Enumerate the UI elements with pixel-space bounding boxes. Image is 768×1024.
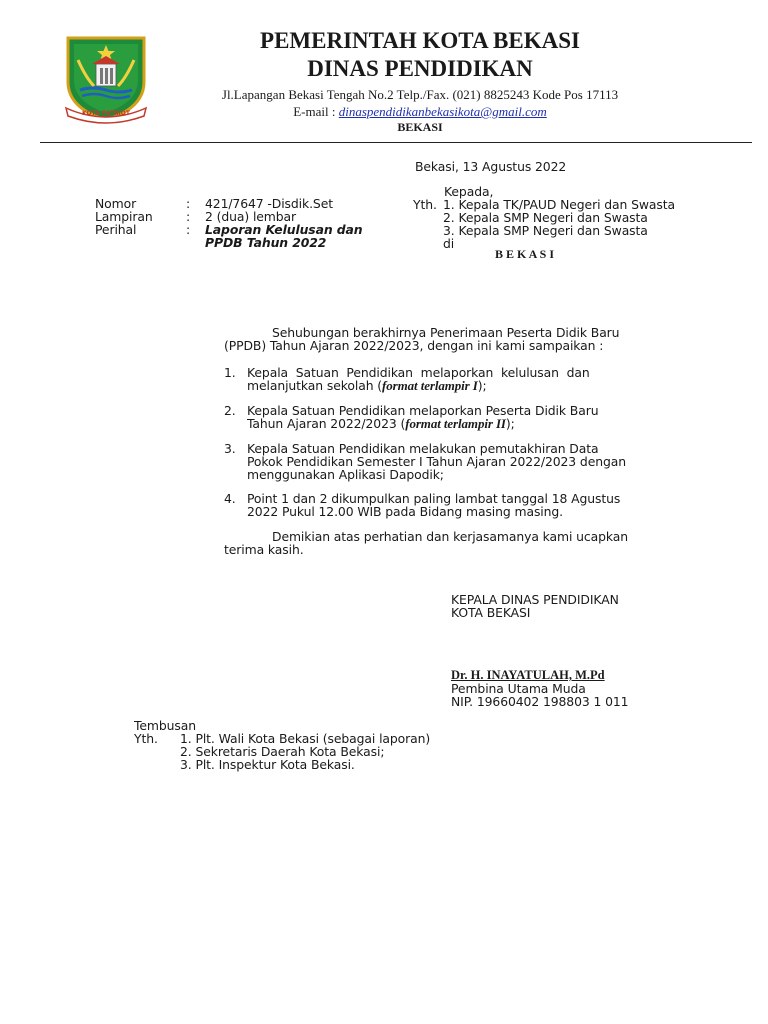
meta-colon: : [186, 209, 191, 224]
email-label: E-mail : [293, 104, 336, 119]
list-item-line: Kepala Satuan Pendidikan melakukan pemutakhiran Data [247, 441, 599, 456]
list-item-line: Point 1 dan 2 dikumpulkan paling lambat tanggal 18 Agustus [247, 491, 621, 506]
meta-value-lampiran: 2 (dua) lembar [205, 209, 297, 224]
agency-name: DINAS PENDIDIKAN [307, 56, 533, 81]
meta-label-nomor: Nomor [95, 196, 137, 211]
letterhead-divider [40, 142, 752, 143]
list-item-text: Tahun Ajaran 2022/2023 ( [247, 416, 406, 431]
list-item-number: 4. [224, 491, 236, 506]
signatory-rank: Pembina Utama Muda [451, 681, 586, 696]
meta-colon: : [186, 196, 191, 211]
carbon-copy-yth: Yth. [134, 731, 158, 746]
list-item-line: Kepala Satuan Pendidikan melaporkan kelulusan dan [247, 365, 590, 380]
closing-line: Demikian atas perhatian dan kerjasamanya kami ucapkan [272, 529, 629, 544]
signatory-nip: NIP. 19660402 198803 1 011 [451, 694, 629, 709]
list-item-line [247, 378, 487, 394]
intro-paragraph-line: (PPDB) Tahun Ajaran 2022/2023, dengan ini kami sampaikan : [224, 338, 604, 353]
meta-label-lampiran: Lampiran [95, 209, 153, 224]
signatory-title: KEPALA DINAS PENDIDIKAN [451, 592, 619, 607]
list-item-line: 2022 Pukul 12.00 WIB pada Bidang masing masing. [247, 504, 564, 519]
list-item-emphasis: format terlampir I [382, 378, 478, 393]
meta-value-perihal-cont: PPDB Tahun 2022 [205, 235, 327, 250]
city-emblem-logo [58, 30, 154, 126]
list-item-text: ); [505, 416, 515, 431]
addressee-line: 3. Kepala SMP Negeri dan Swasta [443, 223, 648, 238]
list-item-number: 2. [224, 403, 236, 418]
list-item-line: Pokok Pendidikan Semester I Tahun Ajaran 2022/2023 dengan [247, 454, 626, 469]
government-name: PEMERINTAH KOTA BEKASI [260, 28, 580, 53]
addressee-yth: Yth. [413, 197, 437, 212]
letterhead-city: BEKASI [397, 120, 443, 134]
signatory-name: Dr. H. INAYATULAH, M.Pd [451, 668, 605, 682]
meta-value-perihal: Laporan Kelulusan dan [205, 222, 363, 237]
carbon-copy-item: 2. Sekretaris Daerah Kota Bekasi; [180, 744, 385, 759]
list-item-line: Kepala Satuan Pendidikan melaporkan Peserta Didik Baru [247, 403, 599, 418]
meta-label-perihal: Perihal [95, 222, 137, 237]
addressee-city: B E K A S I [495, 247, 555, 261]
office-address: Jl.Lapangan Bekasi Tengah No.2 Telp./Fax. (021) 8825243 Kode Pos 17113 [221, 87, 619, 102]
logo-ribbon-text: KOTA PATRIOT [81, 110, 130, 117]
intro-paragraph-line: Sehubungan berakhirnya Penerimaan Peserta Didik Baru [272, 325, 620, 340]
email-line [160, 104, 680, 120]
signatory-title: KOTA BEKASI [451, 605, 531, 620]
closing-line: terima kasih. [224, 542, 304, 557]
letter-date: Bekasi, 13 Agustus 2022 [415, 159, 567, 174]
list-item-text: melanjutkan sekolah ( [247, 378, 383, 393]
addressee-kepada: Kepada, [444, 184, 494, 199]
list-item-text: ); [477, 378, 487, 393]
carbon-copy-item: 3. Plt. Inspektur Kota Bekasi. [180, 757, 355, 772]
addressee-line: 2. Kepala SMP Negeri dan Swasta [443, 210, 648, 225]
list-item-number: 1. [224, 365, 236, 380]
addressee-di: di [443, 236, 455, 251]
list-item-number: 3. [224, 441, 236, 456]
carbon-copy-heading: Tembusan [134, 718, 196, 733]
email-link[interactable]: dinaspendidikanbekasikota@gmail.com [338, 104, 547, 119]
list-item-emphasis: format terlampir II [405, 416, 506, 431]
list-item-line: menggunakan Aplikasi Dapodik; [247, 467, 444, 482]
addressee-line: 1. Kepala TK/PAUD Negeri dan Swasta [443, 197, 675, 212]
carbon-copy-item: 1. Plt. Wali Kota Bekasi (sebagai laporan) [180, 731, 431, 746]
meta-colon: : [186, 222, 191, 237]
list-item-line [247, 416, 515, 432]
meta-value-nomor: 421/7647 -Disdik.Set [205, 196, 333, 211]
